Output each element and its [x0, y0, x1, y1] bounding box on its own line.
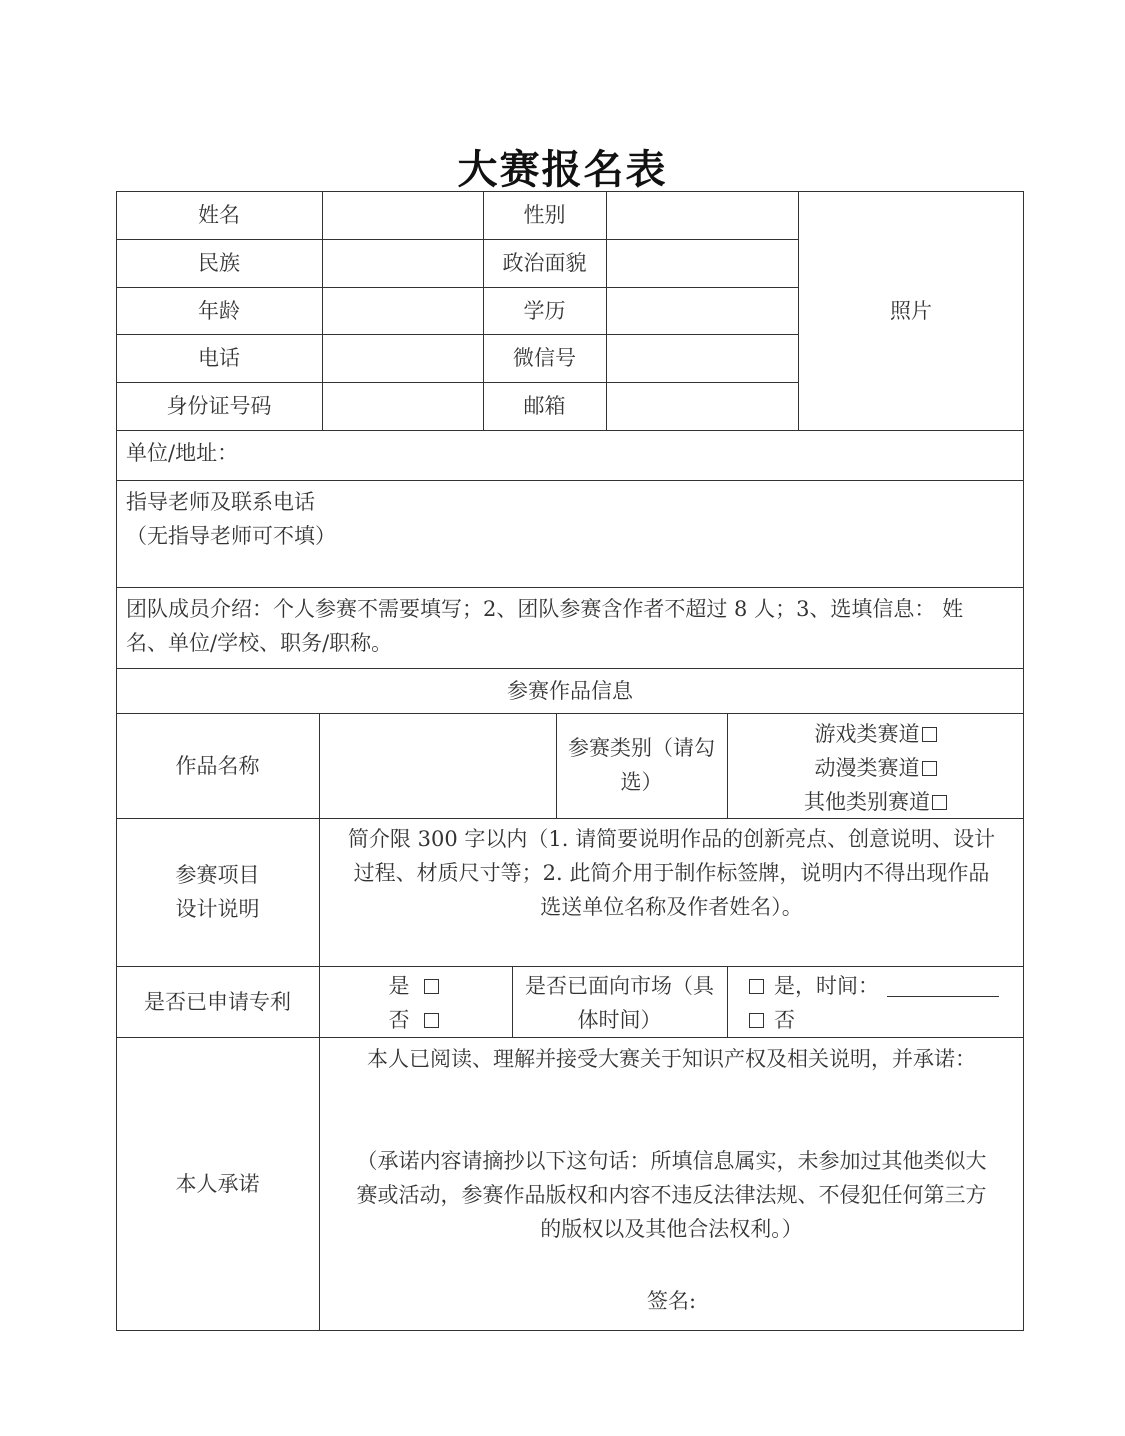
market-options [727, 969, 1024, 1037]
category-label [556, 731, 727, 801]
work-name-field[interactable] [319, 713, 556, 818]
team-field[interactable] [116, 592, 1024, 666]
design-label-line-2: 设计说明 [175, 897, 260, 921]
teacher-note: （无指导老师可不填） [126, 524, 336, 548]
market-yes-option[interactable]: 是，时间： [749, 969, 1024, 1003]
checkbox-icon[interactable] [932, 795, 947, 810]
category-option-anime[interactable]: 动漫类赛道 [727, 751, 1024, 785]
ethnicity-field[interactable] [322, 239, 483, 287]
checkbox-icon[interactable] [922, 727, 937, 742]
teacher-field[interactable] [116, 485, 1024, 585]
address-label[interactable]: 单位/地址： [126, 441, 239, 465]
patent-no-option[interactable]: 否 [319, 1003, 512, 1037]
email-field[interactable] [606, 382, 798, 430]
checkbox-icon[interactable] [424, 979, 439, 994]
age-field[interactable] [322, 287, 483, 334]
gender-label: 性别 [523, 203, 566, 227]
id-number-label: 身份证号码 [166, 394, 272, 418]
market-label-line-2: 体时间） [577, 1008, 662, 1032]
wechat-label: 微信号 [513, 346, 576, 370]
phone-label: 电话 [198, 346, 240, 370]
row-divider [116, 587, 1024, 588]
row-divider [116, 430, 1024, 431]
promise-label: 本人承诺 [175, 1172, 260, 1196]
phone-field[interactable] [322, 334, 483, 382]
teacher-label: 指导老师及联系电话 [126, 490, 315, 514]
design-desc-line-1: 简介限 300 字以内（1. 请简要说明作品的创新亮点、创意说明、设计 [347, 827, 996, 851]
patent-options [319, 969, 512, 1037]
category-label-line-1: 参赛类别（请勾 [568, 736, 715, 760]
row-divider [116, 480, 1024, 481]
patent-label: 是否已申请专利 [144, 989, 291, 1014]
registration-form-table [116, 191, 1024, 1331]
age-label: 年龄 [198, 298, 240, 323]
email-label: 邮箱 [523, 394, 566, 418]
checkbox-icon[interactable] [922, 761, 937, 776]
name-label: 姓名 [198, 203, 240, 227]
promise-quote-line-3: 的版权以及其他合法权利。） [540, 1217, 803, 1241]
promise-quote[interactable] [319, 1144, 1024, 1254]
checkbox-icon[interactable] [749, 979, 764, 994]
political-label: 政治面貌 [502, 251, 587, 275]
team-intro-line-2: 名、单位/学校、职务/职称。 [126, 631, 393, 655]
market-no-option[interactable]: 否 [749, 1003, 1024, 1037]
category-option-game[interactable]: 游戏类赛道 [727, 717, 1024, 751]
form-title: 大赛报名表 [457, 146, 668, 193]
education-field[interactable] [606, 287, 798, 334]
design-label [116, 858, 319, 928]
market-label [512, 969, 727, 1037]
promise-intro: 本人已阅读、理解并接受大赛关于知识产权及相关说明，并承诺： [367, 1047, 976, 1071]
checkbox-icon[interactable] [424, 1013, 439, 1028]
market-time-field[interactable] [887, 974, 999, 997]
promise-quote-line-2: 赛或活动，参赛作品版权和内容不违反法律法规、不侵犯任何第三方 [356, 1183, 987, 1207]
education-label: 学历 [523, 298, 566, 323]
id-number-field[interactable] [322, 382, 483, 430]
category-label-line-2: 选） [620, 770, 663, 794]
work-name-label: 作品名称 [175, 753, 260, 778]
patent-yes-option[interactable]: 是 [319, 969, 512, 1003]
gender-field[interactable] [606, 191, 798, 239]
design-desc-line-3: 选送单位名称及作者姓名）。 [540, 895, 803, 919]
design-description-field[interactable] [319, 822, 1024, 964]
category-options [727, 717, 1024, 817]
design-label-line-1: 参赛项目 [175, 863, 260, 887]
ethnicity-label: 民族 [198, 251, 240, 275]
team-intro-line-1: 团队成员介绍：个人参赛不需要填写；2、团队参赛含作者不超过 8 人；3、选填信息： 姓 [126, 597, 964, 621]
work-section-header: 参赛作品信息 [507, 678, 633, 703]
wechat-field[interactable] [606, 334, 798, 382]
market-label-line-1: 是否已面向市场（具 [525, 974, 714, 998]
design-desc-line-2: 过程、材质尺寸等；2. 此简介用于制作标签牌，说明内不得出现作品 [353, 861, 990, 885]
signature-field[interactable]: 签名: [646, 1289, 697, 1313]
promise-quote-line-1: （承诺内容请摘抄以下这句话：所填信息属实，未参加过其他类似大 [356, 1149, 987, 1173]
photo-box[interactable]: 照片 [890, 298, 932, 323]
political-field[interactable] [606, 239, 798, 287]
checkbox-icon[interactable] [749, 1013, 764, 1028]
name-field[interactable] [322, 191, 483, 239]
category-option-other[interactable]: 其他类别赛道 [727, 785, 1024, 819]
